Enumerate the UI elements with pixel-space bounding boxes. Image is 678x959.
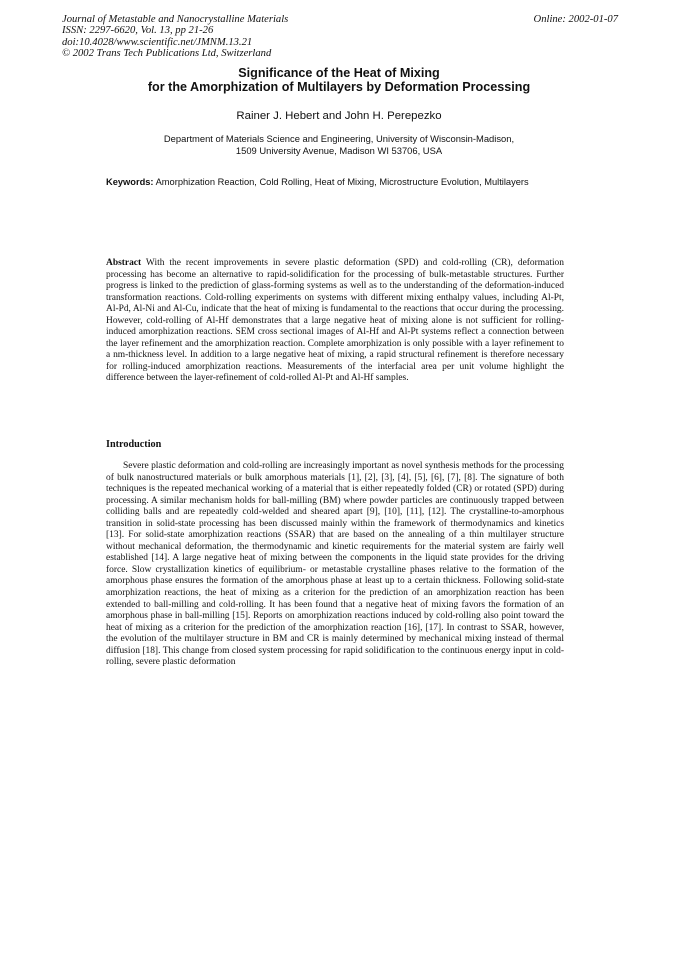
copyright-line: © 2002 Trans Tech Publications Ltd, Switzerland: [62, 47, 272, 59]
abstract-label: Abstract: [106, 258, 142, 268]
abstract-text: With the recent improvements in severe plastic deformation (SPD) and cold-rolling (CR), deformation processing has become an alternative to rapid-solidification for the processing of bulk-metastable structures. Further progress is linked to the prediction of glass-forming systems as well as to the understanding of the deformation-induced transformation reactions. Cold-rolling experiments on systems with different mixing enthalpy values, including Al-Pt, Al-Pd, Al-Ni and Al-Cu, indicate that the heat of mixing is fundamental to the reactions that occur during the processing. However, cold-rolling of Al-Hf demonstrates that a large negative heat of mixing alone is not sufficient for rolling-induced amorphization reactions. SEM cross sectional images of Al-Hf and Al-Pt systems reflect a connection between the layer refinement and the amorphization reaction. Complete amorphization is only possible with a layer refinement to a nm-thickness level. In addition to a large negative heat of mixing, a rapid structural refinement is therefore necessary for rolling-induced amorphization reactions. Measurements of the interfacial area per unit volume highlight the difference between the layer-refinement of cold-rolled Al-Pt and Al-Hf samples.: [106, 258, 564, 384]
journal-header: [62, 14, 288, 59]
doi-line: doi:10.4028/www.scientific.net/JMNM.13.21: [62, 36, 253, 48]
keywords-block: [106, 177, 566, 189]
keywords-label: Keywords:: [106, 177, 154, 187]
title-line-1: Significance of the Heat of Mixing: [238, 66, 440, 80]
abstract-block: [106, 258, 564, 385]
online-date: Online: 2002-01-07: [533, 14, 618, 25]
keywords-text: Amorphization Reaction, Cold Rolling, Heat of Mixing, Microstructure Evolution, Multilayers: [153, 177, 529, 187]
affiliation-line-2: 1509 University Avenue, Madison WI 53706, USA: [235, 144, 443, 156]
introduction-body: Severe plastic deformation and cold-rolling are increasingly important as novel synthesis methods for the processing of bulk nanostructured materials or bulk amorphous materials [1], [2], [3], [4], [5], [6], [7], [8]. The signature of both techniques is the repeated mechanical working of a material that is either repeatedly folded (CR) or rotated (SPD) during processing. A similar mechanism holds for ball-milling (BM) where powder particles are continuously trapped between colliding balls and are repeatedly cold-welded and sheared apart [9], [10], [11], [12]. The crystalline-to-amorphous transition in solid-state processing has been discussed mainly within the framework of thermodynamics and kinetics [13]. For solid-state amorphization reactions (SSAR) that are based on the annealing of a thin multilayer structure without mechanical deformation, the thermodynamic and kinetic requirements for the material system are fairly well established [14]. A large negative heat of mixing between the components in the liquid state provides for the driving force. Slow crystallization kinetics of equilibrium- or metastable crystalline phases relative to the formation of the amorphous phase ensures the formation of the amorphous phase at least up to a certain thickness. Following solid-state amorphization reactions, the heat of mixing as a criterion for the prediction of an amorphization reaction has been extended to ball-milling and cold-rolling. It has been found that a negative heat of mixing favors the formation of an amorphous phase in ball-milling [15]. Reports on amorphization reactions induced by cold-rolling also point toward the heat of mixing as a criterion for the prediction of the amorphization reaction [16], [17]. In contrast to SSAR, however, the evolution of the multilayer structure in BM and CR is mainly determined by mechanical mixing instead of thermal diffusion [18]. This change from closed system processing for rapid solidification to the continuous energy input in cold-rolling, severe plastic deformation: [106, 461, 564, 668]
issn-line: ISSN: 2297-6620, Vol. 13, pp 21-26: [62, 25, 214, 37]
journal-name: Journal of Metastable and Nanocrystalline Materials: [62, 14, 289, 25]
affiliation-line-1: Department of Materials Science and Engineering, University of Wisconsin-Madison,: [163, 133, 515, 144]
affiliation: [0, 133, 678, 156]
title-line-2: for the Amorphization of Multilayers by Deformation Processing: [147, 80, 531, 94]
introduction-heading: Introduction: [106, 439, 162, 450]
author-list: Rainer J. Hebert and John H. Perepezko: [236, 110, 442, 122]
